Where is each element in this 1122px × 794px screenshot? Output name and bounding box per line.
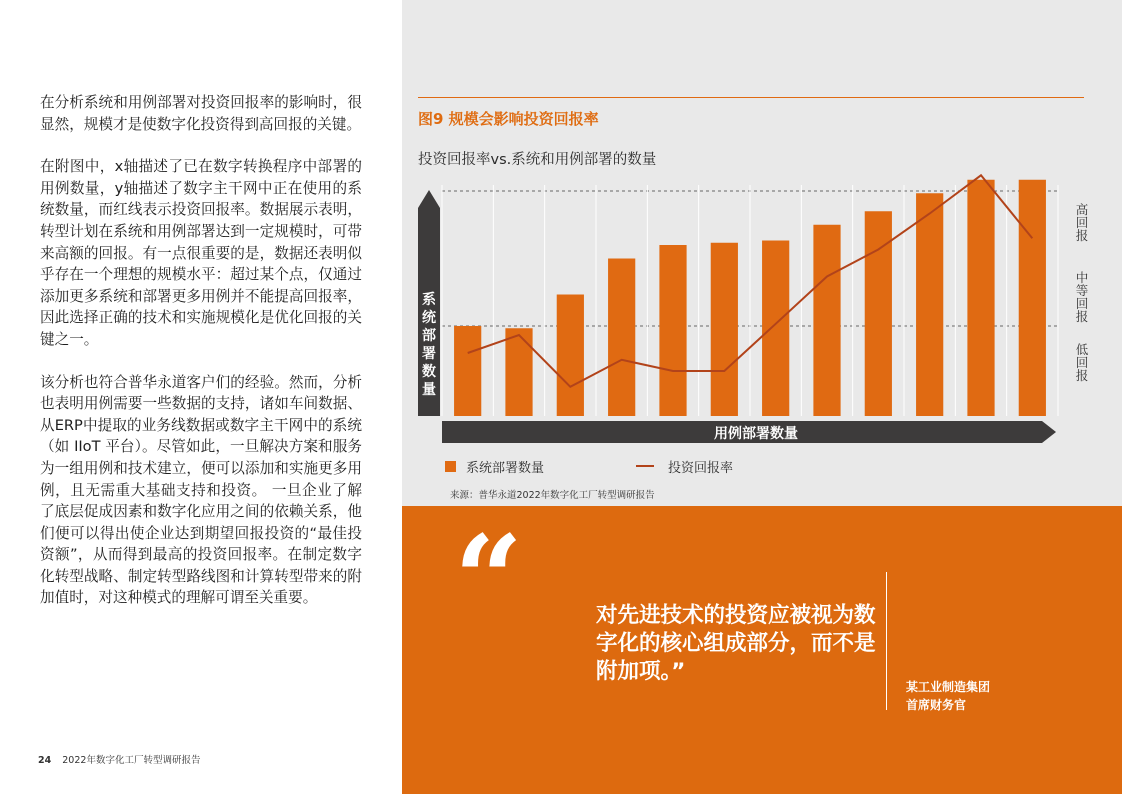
bar: [711, 243, 738, 416]
y-axis-label-char: 署: [422, 346, 436, 362]
body-text: [40, 92, 362, 630]
attribution-title: 首席财务官: [906, 698, 967, 712]
bar: [1019, 180, 1046, 416]
figure-title: 图9 规模会影响投资回报率: [418, 110, 599, 128]
y-axis-label-char: 数: [422, 364, 436, 380]
y-axis-label-char: 部: [422, 328, 436, 344]
bar: [454, 326, 481, 416]
right-axis-label-char: 等: [1075, 283, 1089, 298]
page-footer: [38, 752, 200, 766]
paragraph-1: 在分析系统和用例部署对投资回报率的影响时，很显然，规模才是使数字化投资得到高回报的关键。: [40, 94, 362, 133]
page-number: 24: [38, 755, 52, 766]
bar: [813, 225, 840, 416]
bar: [916, 193, 943, 416]
x-axis-label: 用例部署数量: [714, 426, 798, 442]
chart-subtitle: 投资回报率vs.系统和用例部署的数量: [418, 152, 657, 168]
legend-label-roi: 投资回报率: [668, 461, 734, 476]
right-axis-label-char: 报: [1075, 228, 1089, 243]
right-axis-label-char: 报: [1075, 309, 1089, 324]
right-axis-label-char: 报: [1075, 368, 1089, 383]
right-axis-label-char: 高: [1075, 202, 1089, 217]
top-rule: [418, 97, 1084, 98]
right-axis-label-char: 低: [1075, 342, 1089, 357]
right-axis-label-char: 回: [1075, 215, 1089, 230]
paragraph-3: 该分析也符合普华永道客户们的经验。然而，分析也表明用例需要一些数据的支持，诸如车间数据、从ERP中提取的业务线数据或数字主干网中的系统（如 IIoT 平台）。尽管如此，一旦解决方案和服务为一组用例和技术建立，便可以添加和实施更多用例，且无需重大基础支持和投资。 一旦企业了解了底层促成因素和数字化应用之间的依赖关系，他们便可以得出使企业达到期望回报投资的“最佳投资额”，从而得到最高的投资回报率。在制定数字化转型战略、制定转型路线图和计算转型带来的附加值时，对这种模式的理解可谓至关重要。: [40, 373, 362, 607]
quote-text: 对先进技术的投资应被视为数字化的核心组成部分，而不是附加项。”: [596, 603, 876, 684]
paragraph-2: 在附图中，x轴描述了已在数字转换程序中部署的用例数量，y轴描述了数字主干网中正在使用的系统数量，而红线表示投资回报率。数据展示表明，转型计划在系统和用例部署达到一定规模时，可带来高额的回报。有一点很重要的是，数据还表明似乎存在一个理想的规模水平：超过某个点，仅通过添加更多系统和部署更多用例并不能提高回报率，因此选择正确的技术和实施规模化是优化回报的关键之一。: [40, 158, 362, 348]
legend-label-systems: 系统部署数量: [466, 461, 545, 476]
legend-swatch-systems: [445, 461, 456, 472]
bar: [762, 241, 789, 417]
bar: [505, 328, 532, 416]
quote-divider: [886, 572, 887, 710]
right-axis-label-char: 回: [1075, 355, 1089, 370]
y-axis-label-char: 量: [422, 382, 436, 398]
report-title: 2022年数字化工厂转型调研报告: [62, 755, 201, 766]
legend-swatch-roi: [636, 465, 654, 467]
right-axis-label-char: 回: [1075, 296, 1089, 311]
quote-mark-icon: “: [454, 509, 524, 650]
attribution-org: 某工业制造集团: [906, 680, 991, 694]
bar: [608, 259, 635, 417]
figure-source: 来源：普华永道2022年数字化工厂转型调研报告: [450, 490, 655, 501]
quote-attribution: [906, 678, 990, 714]
bar: [557, 295, 584, 417]
y-axis-label-char: 统: [422, 310, 436, 326]
roi-chart: [402, 170, 1122, 455]
right-axis-label-char: 中: [1075, 270, 1089, 285]
y-axis-label-char: 系: [422, 292, 436, 308]
bar: [967, 180, 994, 416]
bar: [659, 245, 686, 416]
